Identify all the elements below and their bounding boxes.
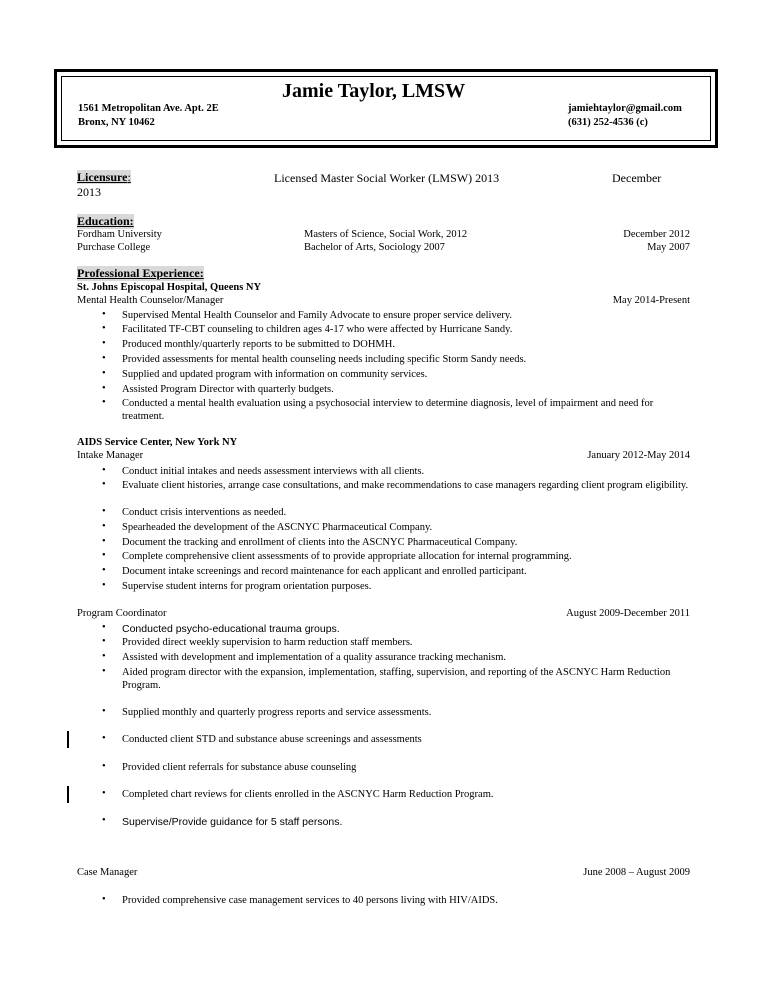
bullet-icon: • bbox=[102, 894, 106, 905]
bullet-icon: • bbox=[102, 815, 106, 826]
education-school-1: Fordham University bbox=[77, 229, 162, 240]
list-item: Provided comprehensive case management services to 40 persons living with HIV/AIDS. bbox=[122, 895, 498, 906]
job3-date: August 2009-December 2011 bbox=[566, 608, 690, 619]
licensure-date-year: 2013 bbox=[77, 185, 101, 199]
education-date-2: May 2007 bbox=[647, 242, 690, 253]
bullet-icon: • bbox=[102, 536, 106, 547]
education-school-2: Purchase College bbox=[77, 242, 151, 253]
address-line-2: Bronx, NY 10462 bbox=[78, 117, 155, 128]
phone-number: (631) 252-4536 (c) bbox=[568, 117, 648, 128]
bullet-icon: • bbox=[102, 666, 106, 677]
job2-employer: AIDS Service Center, New York NY bbox=[77, 437, 238, 448]
list-item: Provided assessments for mental health counseling needs including specific Storm Sandy needs. bbox=[122, 354, 527, 365]
job4-title: Case Manager bbox=[77, 867, 138, 878]
list-item: Provided direct weekly supervision to harm reduction staff members. bbox=[122, 637, 413, 648]
revision-bar bbox=[67, 731, 69, 748]
bullet-icon: • bbox=[102, 706, 106, 717]
bullet-icon: • bbox=[102, 788, 106, 799]
bullet-icon: • bbox=[102, 383, 106, 394]
list-item: Conducted client STD and substance abuse screenings and assessments bbox=[122, 734, 422, 745]
education-date-1: December 2012 bbox=[623, 229, 690, 240]
bullet-icon: • bbox=[102, 580, 106, 591]
list-item: Conducted psycho-educational trauma groups. bbox=[122, 623, 340, 635]
licensure-heading: Licensure bbox=[77, 170, 128, 184]
email-address: jamiehtaylor@gmail.com bbox=[568, 103, 682, 114]
experience-heading: Professional Experience: bbox=[77, 266, 204, 280]
list-item: Supervise/Provide guidance for 5 staff persons. bbox=[122, 816, 343, 828]
list-item: Supplied and updated program with information on community services. bbox=[122, 369, 428, 380]
bullet-icon: • bbox=[102, 397, 106, 408]
list-item: Provided client referrals for substance abuse counseling bbox=[122, 762, 357, 773]
bullet-icon: • bbox=[102, 521, 106, 532]
list-item: Produced monthly/quarterly reports to be submitted to DOHMH. bbox=[122, 339, 395, 350]
list-item: Document intake screenings and record maintenance for each applicant and enrolled participant. bbox=[122, 566, 527, 577]
list-item: Document the tracking and enrollment of clients into the ASCNYC Pharmaceutical Company. bbox=[122, 537, 518, 548]
licensure-text: Licensed Master Social Worker (LMSW) 2013 bbox=[274, 171, 500, 185]
education-heading: Education: bbox=[77, 214, 134, 228]
list-item: Supplied monthly and quarterly progress reports and service assessments. bbox=[122, 707, 432, 718]
licensure-heading-wrap bbox=[77, 170, 131, 185]
revision-bar bbox=[67, 786, 69, 803]
bullet-icon: • bbox=[102, 506, 106, 517]
list-item: Conduct initial intakes and needs assessment interviews with all clients. bbox=[122, 466, 425, 477]
job2-title: Intake Manager bbox=[77, 450, 144, 461]
candidate-name: Jamie Taylor, LMSW bbox=[282, 80, 466, 102]
bullet-icon: • bbox=[102, 479, 106, 490]
licensure-date-month: December bbox=[612, 171, 662, 185]
list-item: Aided program director with the expansion, implementation, staffing, supervision, and reporting of the ASCNYC Harm Reduction Program. bbox=[122, 667, 671, 691]
education-degree-2: Bachelor of Arts, Sociology 2007 bbox=[304, 242, 445, 253]
bullet-icon: • bbox=[102, 733, 106, 744]
list-item: Conduct crisis interventions as needed. bbox=[122, 507, 287, 518]
list-item: Supervised Mental Health Counselor and Family Advocate to ensure proper service delivery. bbox=[122, 310, 513, 321]
job1-title: Mental Health Counselor/Manager bbox=[77, 295, 224, 306]
bullet-icon: • bbox=[102, 353, 106, 364]
licensure-colon: : bbox=[127, 170, 131, 184]
bullet-icon: • bbox=[102, 368, 106, 379]
list-item: Conducted a mental health evaluation using a psychosocial interview to determine diagnosis, level of impairment and need for treatment. bbox=[122, 398, 654, 422]
address-line-1: 1561 Metropolitan Ave. Apt. 2E bbox=[78, 103, 219, 114]
list-item: Supervise student interns for program orientation purposes. bbox=[122, 581, 372, 592]
job3-title: Program Coordinator bbox=[77, 608, 167, 619]
bullet-icon: • bbox=[102, 550, 106, 561]
bullet-icon: • bbox=[102, 761, 106, 772]
bullet-icon: • bbox=[102, 309, 106, 320]
job2-date: January 2012-May 2014 bbox=[587, 450, 690, 461]
list-item: Spearheaded the development of the ASCNYC Pharmaceutical Company. bbox=[122, 522, 433, 533]
bullet-icon: • bbox=[102, 622, 106, 633]
bullet-icon: • bbox=[102, 565, 106, 576]
bullet-icon: • bbox=[102, 651, 106, 662]
list-item: Complete comprehensive client assessments of to provide appropriate allocation for internal programming. bbox=[122, 551, 572, 562]
list-item: Facilitated TF-CBT counseling to children ages 4-17 who were affected by Hurricane Sandy. bbox=[122, 324, 513, 335]
bullet-icon: • bbox=[102, 636, 106, 647]
job1-employer: St. Johns Episcopal Hospital, Queens NY bbox=[77, 282, 262, 293]
list-item: Completed chart reviews for clients enrolled in the ASCNYC Harm Reduction Program. bbox=[122, 789, 494, 800]
job4-date: June 2008 – August 2009 bbox=[583, 867, 690, 878]
list-item: Evaluate client histories, arrange case consultations, and make recommendations to case managers regarding client program eligibility. bbox=[122, 480, 689, 491]
bullet-icon: • bbox=[102, 323, 106, 334]
list-item: Assisted with development and implementation of a quality assurance tracking mechanism. bbox=[122, 652, 507, 663]
bullet-icon: • bbox=[102, 465, 106, 476]
list-item: Assisted Program Director with quarterly budgets. bbox=[122, 384, 334, 395]
bullet-icon: • bbox=[102, 338, 106, 349]
job1-date: May 2014-Present bbox=[612, 295, 690, 306]
education-degree-1: Masters of Science, Social Work, 2012 bbox=[304, 229, 468, 240]
